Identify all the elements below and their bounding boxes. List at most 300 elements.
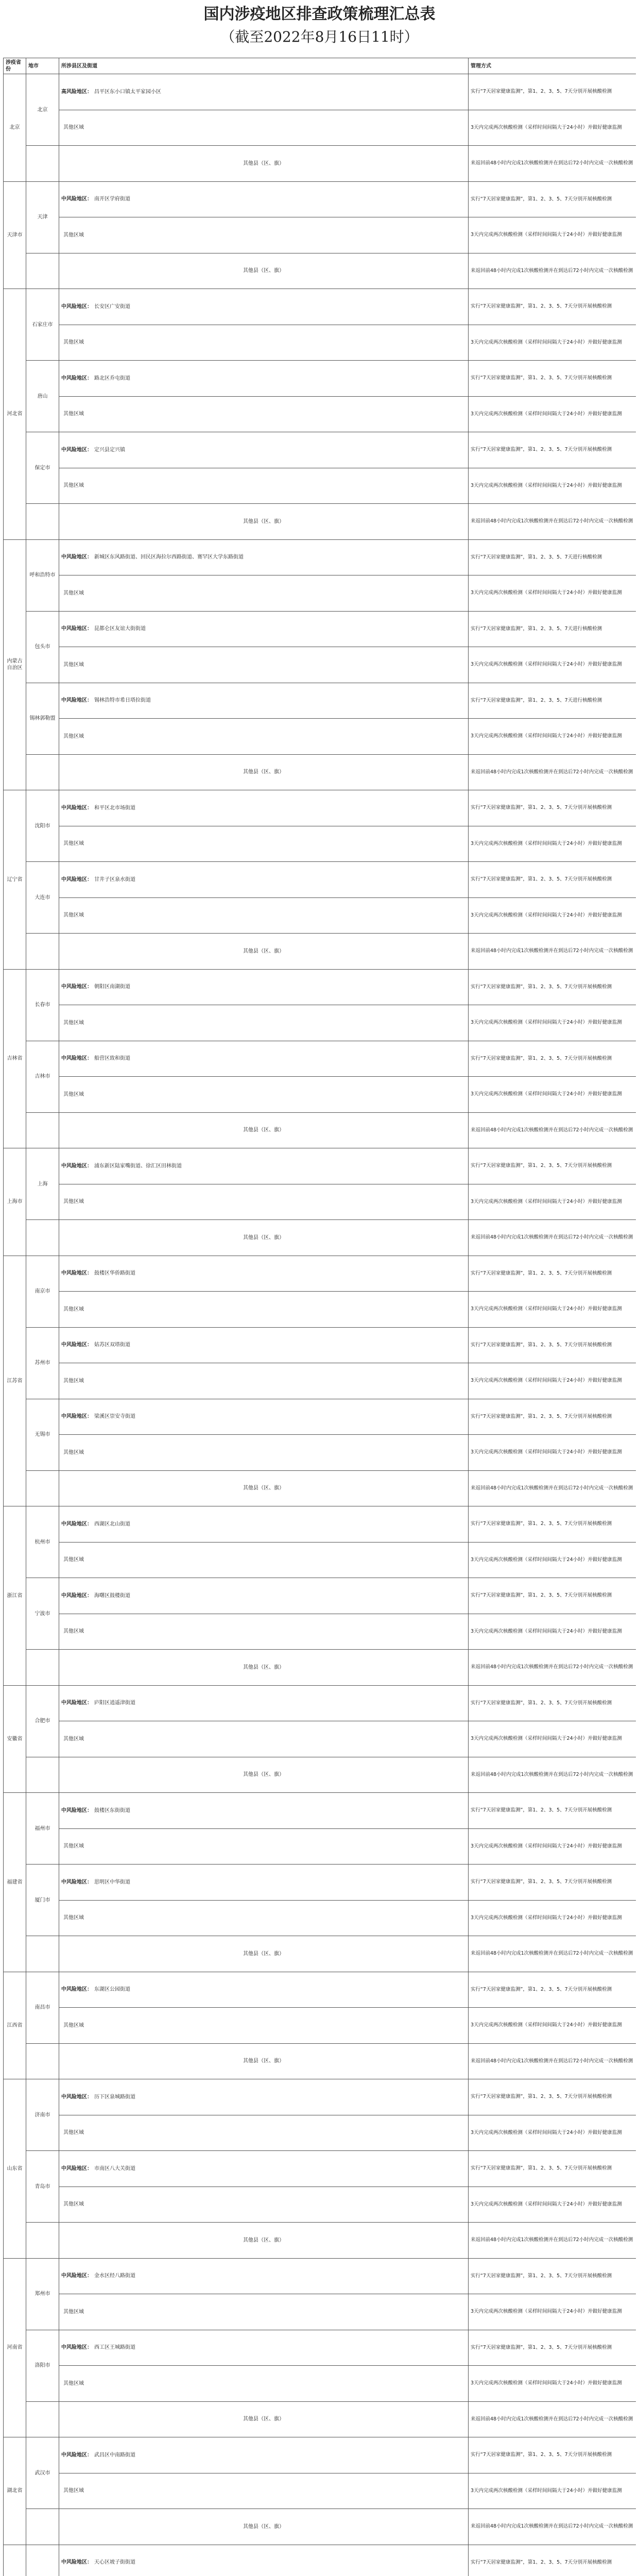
area-cell <box>59 862 469 898</box>
city-cell-empty <box>26 1757 59 1793</box>
area-cell <box>59 1828 469 1865</box>
area-cell <box>59 432 469 468</box>
table-row <box>4 2294 636 2330</box>
other-counties-cell: 其他县（区、旗） <box>59 253 469 289</box>
area-text: 姑苏区双塔街道 <box>94 1342 130 1348</box>
city-cell-empty <box>26 2401 59 2437</box>
table-row <box>4 2330 636 2366</box>
area-cell <box>59 1435 469 1471</box>
area-text: 其他区域 <box>63 483 84 489</box>
policy-cell: 实行“7天居家健康监测”，第1、2、3、5、7天分别开展核酸检测 <box>469 1256 636 1292</box>
area-cell <box>59 2330 469 2366</box>
area-cell <box>59 1256 469 1292</box>
area-cell <box>59 74 469 110</box>
table-row <box>4 1578 636 1614</box>
policy-cell: 实行“7天居家健康监测”，第1、2、3、5、7天分别开展核酸检测 <box>469 432 636 468</box>
province-cell: 江西省 <box>4 1972 26 2079</box>
area-text: 思明区中华街道 <box>94 1879 130 1885</box>
table-row <box>4 2545 636 2576</box>
policy-cell: 3天内完成两次核酸检测（采样时间间隔大于24小时）并做好健康监测 <box>469 2187 636 2223</box>
table-row <box>4 2115 636 2151</box>
area-text: 梁溪区崇安寺街道 <box>94 1414 135 1420</box>
city-cell: 宁波市 <box>26 1578 59 1650</box>
area-cell <box>59 2294 469 2330</box>
area-text: 长安区广安街道 <box>94 303 130 310</box>
city-cell: 济南市 <box>26 2079 59 2151</box>
area-cell <box>59 1005 469 1041</box>
policy-cell: 3天内完成两次核酸检测（采样时间间隔大于24小时）并做好健康监测 <box>469 468 636 504</box>
table-row <box>4 1972 636 2008</box>
table-row <box>4 647 636 683</box>
risk-level-label: 中风险地区： <box>61 626 92 632</box>
table-row <box>4 2258 636 2294</box>
table-row-other <box>4 1650 636 1686</box>
other-counties-cell: 其他县（区、旗） <box>59 146 469 182</box>
table-row-other <box>4 253 636 289</box>
area-text: 其他区域 <box>63 2201 84 2208</box>
table-row <box>4 181 636 217</box>
table-row <box>4 1077 636 1113</box>
table-row <box>4 1614 636 1650</box>
policy-cell: 来返回前48小时内完成1次核酸检测并在到达后72小时内完成一次核酸检测 <box>469 253 636 289</box>
table-row <box>4 1900 636 1936</box>
other-counties-cell: 其他县（区、旗） <box>59 504 469 540</box>
policy-cell: 3天内完成两次核酸检测（采样时间间隔大于24小时）并做好健康监测 <box>469 1435 636 1471</box>
policy-cell: 3天内完成两次核酸检测（采样时间间隔大于24小时）并做好健康监测 <box>469 2366 636 2402</box>
area-text: 其他区域 <box>63 1020 84 1026</box>
table-row <box>4 611 636 647</box>
area-text: 船营区致和街道 <box>94 1056 130 1062</box>
area-text: 其他区域 <box>63 662 84 668</box>
policy-cell: 实行“7天居家健康监测”，第1、2、3、5、7天分别开展核酸检测 <box>469 1399 636 1435</box>
area-text: 新城区东风路街道、回民区海拉尔西路街道、赛罕区大学东路街道 <box>94 554 244 561</box>
city-cell: 杭州市 <box>26 1506 59 1578</box>
area-text: 鼓楼区东街街道 <box>94 1807 130 1814</box>
area-text: 海曙区鼓楼街道 <box>94 1592 130 1599</box>
area-cell <box>59 1399 469 1435</box>
risk-level-label: 中风险地区： <box>61 805 92 811</box>
other-counties-cell: 其他县（区、旗） <box>59 1112 469 1148</box>
policy-cell: 实行“7天居家健康监测”，第1、2、3、5、7天分别开展核酸检测 <box>469 1148 636 1184</box>
area-cell <box>59 2008 469 2044</box>
city-cell-empty <box>26 2043 59 2079</box>
risk-level-label: 中风险地区： <box>61 2560 92 2566</box>
policy-cell: 实行“7天居家健康监测”，第1、2、3、5、7天分别开展核酸检测 <box>469 74 636 110</box>
area-text: 其他区域 <box>63 411 84 417</box>
area-text: 其他区域 <box>63 2309 84 2315</box>
city-cell: 武汉市 <box>26 2437 59 2509</box>
city-cell: 南京市 <box>26 1256 59 1327</box>
policy-cell: 实行“7天居家健康监测”，第1、2、3、5、7天分别开展核酸检测 <box>469 2437 636 2473</box>
policy-cell: 实行“7天居家健康监测”，第1、2、3、5、7天分别开展核酸检测 <box>469 1578 636 1614</box>
area-cell <box>59 826 469 862</box>
table-row <box>4 2187 636 2223</box>
policy-cell: 3天内完成两次核酸检测（采样时间间隔大于24小时）并做好健康监测 <box>469 325 636 361</box>
area-cell <box>59 1685 469 1721</box>
table-row-other <box>4 1936 636 1972</box>
table-row-other <box>4 504 636 540</box>
table-row <box>4 1041 636 1077</box>
area-text: 市南区八大关街道 <box>94 2165 135 2172</box>
area-cell <box>59 361 469 397</box>
city-cell: 大连市 <box>26 862 59 934</box>
table-row-other <box>4 2401 636 2437</box>
area-cell <box>59 2366 469 2402</box>
policy-table <box>3 58 636 2576</box>
table-row-other <box>4 2509 636 2545</box>
other-counties-cell: 其他县（区、旗） <box>59 1650 469 1686</box>
area-cell <box>59 1327 469 1363</box>
area-cell <box>59 1614 469 1650</box>
policy-cell: 实行“7天居家健康监测”，第1、2、3、5、7天分别开展核酸检测 <box>469 1327 636 1363</box>
policy-cell: 3天内完成两次核酸检测（采样时间间隔大于24小时）并做好健康监测 <box>469 1077 636 1113</box>
policy-cell: 实行“7天居家健康监测”，第1、2、3、5、7天进行核酸检测 <box>469 611 636 647</box>
area-text: 浦东新区陆家嘴街道、徐汇区田林街道 <box>94 1163 182 1169</box>
city-cell: 青岛市 <box>26 2151 59 2223</box>
area-text: 西工区王城路街道 <box>94 2345 135 2351</box>
table-row-other <box>4 934 636 970</box>
table-header-row <box>4 58 636 74</box>
area-text: 其他区域 <box>63 1091 84 1097</box>
risk-level-label: 中风险地区： <box>61 2452 92 2458</box>
table-row <box>4 468 636 504</box>
area-text: 甘井子区泉水街道 <box>94 876 135 883</box>
city-cell: 沈阳市 <box>26 790 59 862</box>
policy-cell: 来返回前48小时内完成1次核酸检测并在到达后72小时内完成一次核酸检测 <box>469 2401 636 2437</box>
table-row-other <box>4 146 636 182</box>
area-text: 其他区域 <box>63 2130 84 2136</box>
policy-cell: 3天内完成两次核酸检测（采样时间间隔大于24小时）并做好健康监测 <box>469 1005 636 1041</box>
policy-cell: 3天内完成两次核酸检测（采样时间间隔大于24小时）并做好健康监测 <box>469 1542 636 1578</box>
area-text: 鼓楼区华侨路街道 <box>94 1270 135 1277</box>
table-row <box>4 432 636 468</box>
area-cell <box>59 2545 469 2576</box>
policy-cell: 实行“7天居家健康监测”，第1、2、3、5、7天分别开展核酸检测 <box>469 2151 636 2187</box>
city-cell: 洛阳市 <box>26 2330 59 2401</box>
risk-level-label: 高风险地区： <box>61 89 92 95</box>
city-cell-empty <box>26 504 59 540</box>
table-row <box>4 2473 636 2509</box>
policy-cell: 实行“7天居家健康监测”，第1、2、3、5、7天分别开展核酸检测 <box>469 969 636 1005</box>
area-cell <box>59 575 469 612</box>
area-text: 昆都仑区友谊大街街道 <box>94 626 146 632</box>
policy-cell: 3天内完成两次核酸检测（采样时间间隔大于24小时）并做好健康监测 <box>469 2115 636 2151</box>
table-row <box>4 1005 636 1041</box>
area-cell <box>59 289 469 325</box>
city-cell-empty <box>26 253 59 289</box>
policy-cell: 实行“7天居家健康监测”，第1、2、3、5、7天分别开展核酸检测 <box>469 2545 636 2576</box>
area-text: 其他区域 <box>63 1736 84 1742</box>
area-text: 和平区北市场街道 <box>94 805 135 811</box>
table-row-other <box>4 1757 636 1793</box>
table-row <box>4 1256 636 1292</box>
area-text: 路北区乔屯街道 <box>94 375 130 381</box>
area-text: 庐阳区逍遥津街道 <box>94 1700 135 1706</box>
area-cell <box>59 897 469 934</box>
policy-cell: 来返回前48小时内完成1次核酸检测并在到达后72小时内完成一次核酸检测 <box>469 1650 636 1686</box>
area-cell <box>59 2258 469 2294</box>
area-text: 其他区域 <box>63 733 84 739</box>
risk-level-label: 中风险地区： <box>61 375 92 381</box>
table-row-other <box>4 2223 636 2259</box>
city-cell-empty <box>26 1936 59 1972</box>
province-cell: 山东省 <box>4 2079 26 2259</box>
province-cell: 北京 <box>4 74 26 182</box>
area-cell <box>59 790 469 826</box>
area-cell <box>59 1793 469 1829</box>
area-cell <box>59 110 469 146</box>
other-counties-cell: 其他县（区、旗） <box>59 2223 469 2259</box>
risk-level-label: 中风险地区： <box>61 1700 92 1706</box>
area-cell <box>59 719 469 755</box>
other-counties-cell: 其他县（区、旗） <box>59 1757 469 1793</box>
city-cell-empty <box>26 146 59 182</box>
risk-level-label: 中风险地区： <box>61 984 92 990</box>
policy-cell: 实行“7天居家健康监测”，第1、2、3、5、7天分别开展核酸检测 <box>469 289 636 325</box>
area-cell <box>59 1077 469 1113</box>
risk-level-label: 中风险地区： <box>61 196 92 202</box>
policy-cell: 实行“7天居家健康监测”，第1、2、3、5、7天分别开展核酸检测 <box>469 361 636 397</box>
area-text: 其他区域 <box>63 1199 84 1205</box>
policy-cell: 实行“7天居家健康监测”，第1、2、3、5、7天分别开展核酸检测 <box>469 1972 636 2008</box>
other-counties-cell: 其他县（区、旗） <box>59 2043 469 2079</box>
policy-cell: 3天内完成两次核酸检测（采样时间间隔大于24小时）并做好健康监测 <box>469 647 636 683</box>
area-text: 其他区域 <box>63 1629 84 1635</box>
area-cell <box>59 2079 469 2115</box>
area-cell <box>59 2187 469 2223</box>
city-cell: 吉林市 <box>26 1041 59 1112</box>
risk-level-label: 中风险地区： <box>61 1270 92 1277</box>
other-counties-cell: 其他县（区、旗） <box>59 934 469 970</box>
area-cell <box>59 396 469 432</box>
area-text: 其他区域 <box>63 2022 84 2028</box>
city-cell: 长春市 <box>26 969 59 1041</box>
policy-cell: 3天内完成两次核酸检测（采样时间间隔大于24小时）并做好健康监测 <box>469 1721 636 1757</box>
area-text: 西湖区北山街道 <box>94 1521 130 1527</box>
area-cell <box>59 2151 469 2187</box>
city-cell-empty <box>26 1650 59 1686</box>
area-cell <box>59 2473 469 2509</box>
city-cell: 锡林郭勒盟 <box>26 683 59 754</box>
other-counties-cell: 其他县（区、旗） <box>59 1220 469 1256</box>
risk-level-label: 中风险地区： <box>61 1414 92 1420</box>
risk-level-label: 中风险地区： <box>61 2273 92 2279</box>
risk-level-label: 中风险地区： <box>61 1056 92 1062</box>
risk-level-label: 中风险地区： <box>61 1163 92 1169</box>
table-row <box>4 790 636 826</box>
area-text: 天心区坡子街街道 <box>94 2560 135 2566</box>
area-text: 昌平区东小口镇太平家园小区 <box>94 89 161 95</box>
other-counties-cell: 其他县（区、旗） <box>59 1470 469 1506</box>
area-text: 其他区域 <box>63 1306 84 1312</box>
policy-cell: 3天内完成两次核酸检测（采样时间间隔大于24小时）并做好健康监测 <box>469 2008 636 2044</box>
column-header: 所涉县区及街道 <box>59 58 469 74</box>
policy-cell: 实行“7天居家健康监测”，第1、2、3、5、7天进行核酸检测 <box>469 539 636 575</box>
policy-cell: 3天内完成两次核酸检测（采样时间间隔大于24小时）并做好健康监测 <box>469 396 636 432</box>
table-row <box>4 862 636 898</box>
area-cell <box>59 217 469 253</box>
city-cell <box>26 2545 59 2576</box>
table-row <box>4 826 636 862</box>
area-cell <box>59 969 469 1005</box>
area-text: 其他区域 <box>63 841 84 847</box>
table-row <box>4 74 636 110</box>
province-cell: 浙江省 <box>4 1506 26 1686</box>
table-row <box>4 2008 636 2044</box>
province-cell: 吉林省 <box>4 969 26 1148</box>
area-cell <box>59 539 469 575</box>
area-cell <box>59 683 469 719</box>
area-text: 其他区域 <box>63 2488 84 2494</box>
area-text: 金水区经八路街道 <box>94 2273 135 2279</box>
province-cell <box>4 2545 26 2576</box>
risk-level-label: 中风险地区： <box>61 2345 92 2351</box>
area-cell <box>59 1542 469 1578</box>
risk-level-label: 中风险地区： <box>61 1592 92 1599</box>
city-cell: 保定市 <box>26 432 59 504</box>
table-row <box>4 361 636 397</box>
policy-cell: 来返回前48小时内完成1次核酸检测并在到达后72小时内完成一次核酸检测 <box>469 146 636 182</box>
area-cell <box>59 1184 469 1220</box>
risk-level-label: 中风险地区： <box>61 698 92 704</box>
province-cell: 上海市 <box>4 1148 26 1256</box>
area-cell <box>59 1292 469 1328</box>
risk-level-label: 中风险地区： <box>61 876 92 883</box>
city-cell: 福州市 <box>26 1793 59 1865</box>
policy-cell: 3天内完成两次核酸检测（采样时间间隔大于24小时）并做好健康监测 <box>469 575 636 612</box>
area-cell <box>59 1506 469 1543</box>
column-header: 地市 <box>26 58 59 74</box>
area-text: 其他区域 <box>63 1557 84 1563</box>
policy-cell: 3天内完成两次核酸检测（采样时间间隔大于24小时）并做好健康监测 <box>469 1828 636 1865</box>
area-cell <box>59 1721 469 1757</box>
city-cell-empty <box>26 1220 59 1256</box>
policy-cell: 来返回前48小时内完成1次核酸检测并在到达后72小时内完成一次核酸检测 <box>469 2509 636 2545</box>
area-cell <box>59 2437 469 2473</box>
policy-cell: 3天内完成两次核酸检测（采样时间间隔大于24小时）并做好健康监测 <box>469 1900 636 1936</box>
table-row <box>4 1327 636 1363</box>
city-cell: 北京 <box>26 74 59 146</box>
city-cell: 郑州市 <box>26 2258 59 2330</box>
policy-cell: 实行“7天居家健康监测”，第1、2、3、5、7天分别开展核酸检测 <box>469 862 636 898</box>
other-counties-cell: 其他县（区、旗） <box>59 1936 469 1972</box>
area-text: 定兴县定兴镇 <box>94 447 125 453</box>
area-text: 武昌区中南路街道 <box>94 2452 135 2458</box>
area-cell <box>59 1972 469 2008</box>
table-row <box>4 1685 636 1721</box>
province-cell: 河南省 <box>4 2258 26 2437</box>
policy-cell: 实行“7天居家健康监测”，第1、2、3、5、7天分别开展核酸检测 <box>469 1041 636 1077</box>
area-text: 南开区学府街道 <box>94 196 130 202</box>
risk-level-label: 中风险地区： <box>61 1342 92 1348</box>
city-cell-empty <box>26 754 59 790</box>
city-cell: 无锡市 <box>26 1399 59 1470</box>
policy-cell: 3天内完成两次核酸检测（采样时间间隔大于24小时）并做好健康监测 <box>469 110 636 146</box>
area-text: 其他区域 <box>63 1378 84 1384</box>
policy-cell: 来返回前48小时内完成1次核酸检测并在到达后72小时内完成一次核酸检测 <box>469 934 636 970</box>
city-cell: 石家庄市 <box>26 289 59 361</box>
other-counties-cell: 其他县（区、旗） <box>59 754 469 790</box>
policy-cell: 3天内完成两次核酸检测（采样时间间隔大于24小时）并做好健康监测 <box>469 1184 636 1220</box>
policy-cell: 实行“7天居家健康监测”，第1、2、3、5、7天分别开展核酸检测 <box>469 1506 636 1543</box>
policy-cell: 3天内完成两次核酸检测（采样时间间隔大于24小时）并做好健康监测 <box>469 1614 636 1650</box>
table-row <box>4 1292 636 1328</box>
province-cell: 天津市 <box>4 181 26 289</box>
table-row <box>4 1435 636 1471</box>
policy-cell: 来返回前48小时内完成1次核酸检测并在到达后72小时内完成一次核酸检测 <box>469 2223 636 2259</box>
city-cell: 包头市 <box>26 611 59 683</box>
policy-cell: 来返回前48小时内完成1次核酸检测并在到达后72小时内完成一次核酸检测 <box>469 1112 636 1148</box>
area-cell <box>59 325 469 361</box>
table-row <box>4 683 636 719</box>
other-counties-cell: 其他县（区、旗） <box>59 2509 469 2545</box>
city-cell: 上海 <box>26 1148 59 1220</box>
area-cell <box>59 1900 469 1936</box>
policy-cell: 来返回前48小时内完成1次核酸检测并在到达后72小时内完成一次核酸检测 <box>469 2043 636 2079</box>
table-row <box>4 539 636 575</box>
policy-cell: 3天内完成两次核酸检测（采样时间间隔大于24小时）并做好健康监测 <box>469 897 636 934</box>
policy-cell: 实行“7天居家健康监测”，第1、2、3、5、7天分别开展核酸检测 <box>469 1865 636 1901</box>
table-row <box>4 217 636 253</box>
area-text: 其他区域 <box>63 1915 84 1921</box>
other-counties-cell: 其他县（区、旗） <box>59 2401 469 2437</box>
area-cell <box>59 611 469 647</box>
province-cell: 内蒙古自治区 <box>4 539 26 790</box>
risk-level-label: 中风险地区： <box>61 1987 92 1993</box>
column-header: 管理方式 <box>469 58 636 74</box>
area-text: 东湖区公园街道 <box>94 1987 130 1993</box>
area-text: 其他区域 <box>63 232 84 238</box>
table-row <box>4 1865 636 1901</box>
risk-level-label: 中风险地区： <box>61 1879 92 1885</box>
policy-cell: 3天内完成两次核酸检测（采样时间间隔大于24小时）并做好健康监测 <box>469 826 636 862</box>
table-row <box>4 2437 636 2473</box>
area-cell <box>59 2115 469 2151</box>
city-cell-empty <box>26 1112 59 1148</box>
risk-level-label: 中风险地区： <box>61 2094 92 2100</box>
policy-cell: 实行“7天居家健康监测”，第1、2、3、5、7天分别开展核酸检测 <box>469 181 636 217</box>
policy-cell: 实行“7天居家健康监测”，第1、2、3、5、7天分别开展核酸检测 <box>469 2330 636 2366</box>
city-cell: 厦门市 <box>26 1865 59 1936</box>
city-cell: 唐山 <box>26 361 59 432</box>
policy-cell: 来返回前48小时内完成1次核酸检测并在到达后72小时内完成一次核酸检测 <box>469 504 636 540</box>
city-cell-empty <box>26 934 59 970</box>
area-text: 其他区域 <box>63 340 84 346</box>
province-cell: 湖北省 <box>4 2437 26 2545</box>
area-cell <box>59 1865 469 1901</box>
policy-cell: 来返回前48小时内完成1次核酸检测并在到达后72小时内完成一次核酸检测 <box>469 1936 636 1972</box>
city-cell: 天津 <box>26 181 59 253</box>
table-row <box>4 289 636 325</box>
policy-cell: 实行“7天居家健康监测”，第1、2、3、5、7天进行核酸检测 <box>469 683 636 719</box>
area-cell <box>59 647 469 683</box>
area-text: 其他区域 <box>63 2380 84 2386</box>
policy-cell: 来返回前48小时内完成1次核酸检测并在到达后72小时内完成一次核酸检测 <box>469 1470 636 1506</box>
column-header: 涉疫省份 <box>4 58 26 74</box>
policy-cell: 3天内完成两次核酸检测（采样时间间隔大于24小时）并做好健康监测 <box>469 1363 636 1399</box>
area-cell <box>59 1363 469 1399</box>
table-row <box>4 325 636 361</box>
area-cell <box>59 181 469 217</box>
policy-cell: 来返回前48小时内完成1次核酸检测并在到达后72小时内完成一次核酸检测 <box>469 1220 636 1256</box>
area-cell <box>59 1578 469 1614</box>
document-title: 国内涉疫地区排查政策梳理汇总表 <box>203 5 436 23</box>
province-cell: 辽宁省 <box>4 790 26 970</box>
area-text: 锡林浩特市希日塔拉街道 <box>94 698 151 704</box>
table-row <box>4 1363 636 1399</box>
table-row-other <box>4 1220 636 1256</box>
city-cell: 呼和浩特市 <box>26 539 59 611</box>
